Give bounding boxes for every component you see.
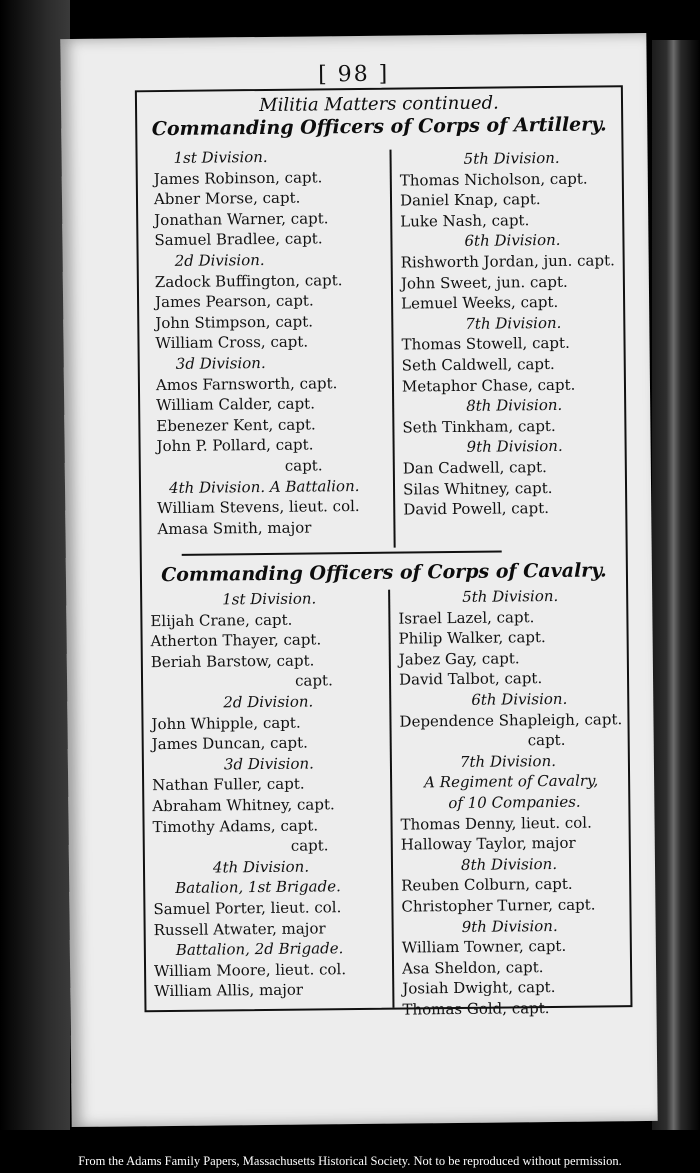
- artillery-entry: Amos Farnsworth, capt.: [155, 373, 338, 394]
- cavalry-division-heading: Battalion, 2d Brigade.: [175, 939, 344, 960]
- cavalry-left-column: [150, 588, 346, 1002]
- cavalry-division-heading: of 10 Companies.: [448, 792, 581, 813]
- column-divider: [389, 150, 395, 548]
- cavalry-entry: Josiah Dwight, capt.: [402, 978, 556, 998]
- artillery-entry: capt.: [284, 456, 323, 475]
- artillery-division-heading: 3d Division.: [175, 353, 266, 373]
- page-heading: Militia Matters continued.: [259, 92, 499, 117]
- artillery-entry: Dan Cadwell, capt.: [402, 457, 547, 478]
- cavalry-entry: Beriah Barstow, capt.: [150, 651, 315, 671]
- cavalry-division-heading: A Regiment of Cavalry,: [424, 771, 599, 792]
- cavalry-entry: Jabez Gay, capt.: [398, 649, 520, 669]
- artillery-division-heading: 1st Division.: [173, 147, 268, 167]
- cavalry-entry: William Moore, lieut. col.: [153, 959, 347, 980]
- artillery-entry: Zadock Buffington, capt.: [154, 270, 343, 291]
- cavalry-entry: Reuben Colburn, capt.: [401, 875, 573, 895]
- artillery-entry: William Calder, capt.: [156, 394, 316, 415]
- cavalry-right-column: [398, 585, 625, 1020]
- cavalry-entry: Nathan Fuller, capt.: [152, 774, 305, 795]
- artillery-entry: James Robinson, capt.: [153, 167, 323, 188]
- artillery-title: Commanding Officers of Corps of Artillery.: [151, 113, 607, 141]
- cavalry-entry: William Allis, major: [154, 980, 304, 1001]
- cavalry-entry: Atherton Thayer, capt.: [150, 630, 322, 651]
- artillery-division-heading: 8th Division.: [466, 395, 563, 415]
- artillery-entry: John Sweet, jun. capt.: [400, 272, 568, 293]
- artillery-division-heading: 5th Division.: [463, 148, 560, 168]
- cavalry-entry: Christopher Turner, capt.: [401, 895, 596, 916]
- artillery-entry: Samuel Bradlee, capt.: [154, 229, 323, 250]
- artillery-division-heading: 6th Division.: [464, 231, 561, 251]
- artillery-entry: William Stevens, lieut. col.: [157, 497, 360, 518]
- cavalry-entry: James Duncan, capt.: [151, 733, 308, 754]
- cavalry-entry: Samuel Porter, lieut. col.: [153, 898, 342, 919]
- cavalry-entry: Halloway Taylor, major: [400, 833, 576, 854]
- artillery-right-column: [399, 147, 617, 520]
- artillery-entry: Thomas Nicholson, capt.: [399, 169, 588, 190]
- artillery-entry: Silas Whitney, capt.: [402, 478, 553, 499]
- artillery-entry: Seth Caldwell, capt.: [401, 354, 555, 375]
- artillery-entry: John P. Pollard, capt.: [156, 435, 314, 456]
- artillery-entry: James Pearson, capt.: [154, 291, 314, 312]
- artillery-division-heading: 7th Division.: [465, 313, 562, 333]
- column-divider: [388, 590, 394, 1008]
- artillery-entry: Rishworth Jordan, jun. capt.: [400, 251, 615, 272]
- artillery-entry: David Powell, capt.: [403, 499, 550, 519]
- cavalry-entry: Thomas Denny, lieut. col.: [400, 813, 592, 834]
- artillery-entry: Amasa Smith, major: [157, 518, 312, 538]
- cavalry-division-heading: 5th Division.: [462, 586, 559, 606]
- cavalry-entry: William Towner, capt.: [401, 936, 567, 957]
- page-edge: [652, 40, 700, 1130]
- cavalry-division-heading: 6th Division.: [471, 689, 568, 709]
- cavalry-division-heading: 9th Division.: [461, 916, 558, 936]
- artillery-entry: Ebenezer Kent, capt.: [156, 415, 316, 435]
- artillery-entry: William Cross, capt.: [155, 332, 309, 353]
- artillery-entry: Lemuel Weeks, capt.: [401, 293, 559, 313]
- cavalry-entry: Elijah Crane, capt.: [150, 610, 293, 630]
- cavalry-division-heading: 1st Division.: [222, 589, 317, 609]
- artillery-division-heading: 4th Division. A Battalion.: [168, 476, 360, 497]
- page-frame: [135, 85, 633, 1019]
- artillery-left-column: [153, 146, 360, 539]
- cavalry-title: Commanding Officers of Corps of Cavalry.: [161, 559, 607, 587]
- artillery-entry: Abner Morse, capt.: [153, 188, 301, 209]
- artillery-division-heading: 9th Division.: [466, 437, 563, 457]
- cavalry-entry: capt.: [294, 671, 333, 691]
- cavalry-entry: Israel Lazel, capt.: [398, 607, 535, 628]
- cavalry-entry: Asa Sheldon, capt.: [401, 957, 544, 978]
- cavalry-division-heading: 4th Division.: [212, 857, 310, 877]
- artillery-entry: Metaphor Chase, capt.: [401, 375, 576, 396]
- cavalry-entry: Philip Walker, capt.: [398, 628, 546, 648]
- artillery-division-heading: 2d Division.: [174, 250, 265, 270]
- cavalry-entry: John Whipple, capt.: [151, 713, 301, 733]
- book-binding: [0, 0, 70, 1130]
- artillery-entry: Luke Nash, capt.: [400, 210, 530, 231]
- cavalry-entry: Dependence Shapleigh, capt.: [399, 709, 623, 731]
- cavalry-entry: Thomas Gold, capt.: [402, 998, 550, 1019]
- artillery-entry: John Stimpson, capt.: [155, 312, 314, 332]
- copyright-footer: From the Adams Family Papers, Massachusetts Historical Society. Not to be reproduced without permission.: [78, 1154, 622, 1168]
- cavalry-division-heading: Batalion, 1st Brigade.: [175, 877, 341, 898]
- cavalry-division-heading: 3d Division.: [223, 754, 314, 774]
- book-page: [60, 33, 657, 1127]
- section-divider: [182, 551, 502, 556]
- cavalry-entry: Abraham Whitney, capt.: [152, 795, 335, 816]
- cavalry-entry: Timothy Adams, capt.: [152, 815, 319, 836]
- cavalry-entry: David Talbot, capt.: [398, 669, 543, 689]
- artillery-entry: Jonathan Warner, capt.: [154, 209, 329, 229]
- cavalry-division-heading: 8th Division.: [460, 854, 558, 874]
- page-number: [ 98 ]: [317, 61, 390, 88]
- artillery-entry: Seth Tinkham, capt.: [402, 416, 556, 437]
- artillery-entry: Thomas Stowell, capt.: [401, 334, 570, 354]
- cavalry-entry: capt.: [290, 836, 329, 855]
- cavalry-entry: Russell Atwater, major: [153, 918, 326, 939]
- artillery-entry: Daniel Knap, capt.: [399, 190, 541, 210]
- cavalry-division-heading: 2d Division.: [223, 692, 314, 712]
- cavalry-entry: capt.: [527, 731, 566, 750]
- cavalry-division-heading: 7th Division.: [459, 751, 557, 771]
